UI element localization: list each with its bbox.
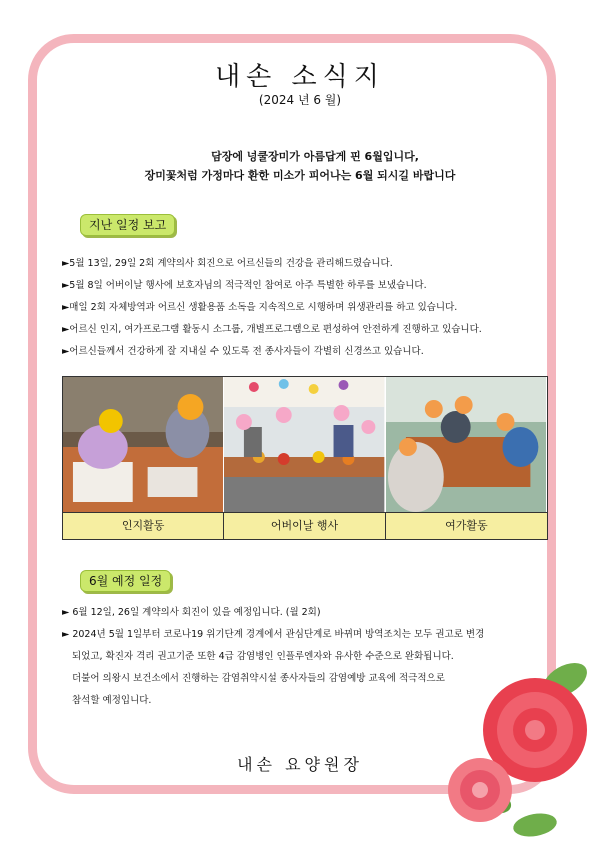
- past-schedule-list: [62, 253, 482, 363]
- caption-leisure: 여가활동: [386, 512, 547, 539]
- photo-parents-day-event: [224, 377, 385, 512]
- list-item: 더불어 의왕시 보건소에서 진행하는 감염취약시설 종사자들의 감염예방 교육에 적극적으로: [72, 673, 445, 684]
- newsletter-title: 내손 소식지: [215, 62, 385, 92]
- greeting-line-1: 담장에 넝쿨장미가 아름답게 핀 6월입니다,: [211, 150, 419, 163]
- upcoming-schedule-list: [62, 602, 484, 712]
- list-item: ► 6월 12일, 26일 계약의사 회진이 있을 예정입니다. (월 2회): [62, 607, 321, 618]
- list-item: 되었고, 확진자 격리 권고기준 또한 4급 감염병인 인플루엔자와 유사한 수준으로 완화됩니다.: [72, 651, 454, 662]
- photo-table: [62, 376, 548, 540]
- list-item: ► 2024년 5월 1일부터 코로나19 위기단계 경계에서 관심단계로 바뀌며 방역조치는 모두 권고로 변경: [62, 629, 485, 640]
- photo-leisure-activity: [386, 377, 547, 512]
- carnation-flowers-decoration: [440, 650, 600, 849]
- photo-cognitive-activity: [63, 377, 224, 512]
- newsletter-date: (2024 년 6 월): [258, 93, 342, 107]
- list-item: ►어르신 인지, 여가프로그램 활동시 소그룹, 개별프로그램으로 편성하여 안전하게 진행하고 있습니다.: [62, 324, 482, 335]
- caption-parents-day: 어버이날 행사: [224, 512, 385, 539]
- past-schedule-heading: 지난 일정 보고: [80, 214, 175, 236]
- list-item: 참석할 예정입니다.: [72, 695, 152, 706]
- footer-signature: 내손 요양원장: [237, 755, 363, 774]
- list-item: ►5월 13일, 29일 2회 계약의사 회진으로 어르신들의 건강을 관리해드렸습니다.: [62, 258, 393, 269]
- upcoming-schedule-heading: 6월 예정 일정: [80, 570, 171, 592]
- greeting-line-2: 장미꽃처럼 가정마다 환한 미소가 피어나는 6월 되시길 바랍니다: [144, 169, 456, 182]
- list-item: ►어르신들께서 건강하게 잘 지내실 수 있도록 전 종사자들이 각별히 신경쓰고 있습니다.: [62, 346, 424, 357]
- caption-cognitive: 인지활동: [63, 512, 224, 539]
- list-item: ►매일 2회 자체방역과 어르신 생활용품 소독을 지속적으로 시행하며 위생관리를 하고 있습니다.: [62, 302, 458, 313]
- list-item: ►5월 8일 어버이날 행사에 보호자님의 적극적인 참여로 아주 특별한 하루를 보냈습니다.: [62, 280, 427, 291]
